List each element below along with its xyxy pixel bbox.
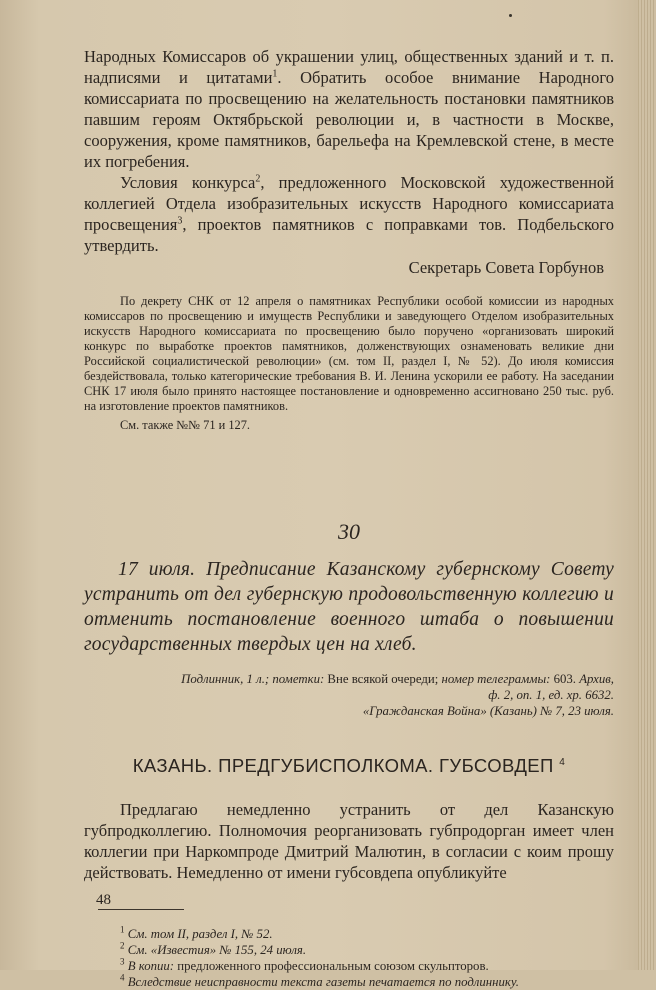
footnote-1 xyxy=(120,926,614,942)
footnote-marker: 2 xyxy=(120,940,125,951)
paragraph-decree-continuation xyxy=(84,46,614,172)
footnote-3 xyxy=(120,958,614,974)
footnote-marker: 1 xyxy=(120,924,125,935)
footnote-lead: В копии: xyxy=(127,959,175,973)
source-part: Архив, ф. 2, оп. 1, ед. хр. 6632. xyxy=(488,672,614,702)
footnote-ref-1[interactable]: 1 xyxy=(272,68,278,80)
page-number: 48 xyxy=(96,892,111,908)
footnote-ref-3[interactable]: 3 xyxy=(177,215,183,227)
source-part: Подлинник, 1 л.; пометки: xyxy=(181,672,325,686)
address-heading xyxy=(84,755,614,777)
text-run: . Обратить особое внимание Народного комиссариата по просвещению на желательность постановки памятников павшим героям Октябрьской революции и, в частности в Москве, сооружения, кроме памятников, барельефа на Кремлевской стене, в месте их погребения. xyxy=(84,68,614,171)
footnote-marker: 4 xyxy=(120,972,125,983)
footnote-text: предложенного профессиональным союзом скульпторов. xyxy=(174,959,489,973)
text-run: Народных Комиссаров об украшении улиц, общественных зданий и т. п. надписями и цитатами xyxy=(84,47,614,87)
telegram-body: Предлагаю немедленно устранить от дел Казанскую губпродколлегию. Полномочия реорганизовать губпродорган имеет член коллегии при Наркомпроде Дмитрий Малютин, в согласии с коим прошу действовать. Немедленно от имени губсовдепа опубликуйте xyxy=(84,800,614,882)
page-edge-shadow xyxy=(638,0,656,970)
text-run: Условия конкурса xyxy=(120,173,256,192)
footnote-text: Вследствие неисправности текста газеты печатается по подлиннику. xyxy=(127,975,519,989)
source-part: Вне всякой очереди; xyxy=(324,672,439,686)
page-content xyxy=(84,46,614,990)
footnote-4 xyxy=(120,974,614,990)
footnote-ref-4[interactable]: 4 xyxy=(559,756,566,768)
source-part: номер телеграммы: xyxy=(438,672,551,686)
source-part: «Гражданская Война» (Казань) № 7, 23 июля. xyxy=(362,704,614,718)
heading-text: КАЗАНЬ. ПРЕДГУБИСПОЛКОМА. ГУБСОВДЕП xyxy=(132,755,554,776)
footnote-2 xyxy=(120,942,614,958)
footnote-divider xyxy=(98,909,184,910)
footnote-text: См. том II, раздел I, № 52. xyxy=(127,927,273,941)
source-citation xyxy=(84,671,614,719)
commentary-text: По декрету СНК от 12 апреля о памятниках Республики особой комиссии из народных комиссаров по просвещению и имуществ Республики и заведующего Отделом изобразительных искусств Народного комиссариата по просвещению было поручено «организовать широкий конкурс по выработке проектов памятников, долженствующих ознаменовать великие дни Российской социалистической революции» (см. том II, раздел I, № 52). До июля комиссия бездействовала, только категорические требования В. И. Ленина ускорили ее работу. На заседании СНК 17 июля было принято настоящее постановление и одновременно ассигновано 250 тыс. руб. на изготовление проектов памятников. xyxy=(84,294,614,413)
paragraph-competition-conditions xyxy=(84,172,614,256)
footnote-marker: 3 xyxy=(120,956,125,967)
print-speck xyxy=(509,14,512,17)
document-number: 30 xyxy=(338,519,360,544)
footnote-ref-2[interactable]: 2 xyxy=(255,173,261,185)
source-part: 603. xyxy=(550,672,576,686)
footnote-text: См. «Известия» № 155, 24 июля. xyxy=(127,943,307,957)
document-title: 17 июля. Предписание Казанскому губернскому Совету устранить от дел губернскую продовольственную коллегию и отменить постановление военного штаба о повышении государственных твердых цен на хлеб. xyxy=(84,559,614,655)
see-also-note: См. также №№ 71 и 127. xyxy=(120,418,251,432)
editorial-commentary xyxy=(84,294,614,433)
text-run: , предложенного Московской художественной коллегией Отдела изобразительных искусств Народного комиссариата просвещения xyxy=(84,173,614,234)
signature-line: Секретарь Совета Горбунов xyxy=(408,258,604,277)
text-run: , проектов памятников с поправками тов. Подбельского утвердить. xyxy=(84,215,614,255)
